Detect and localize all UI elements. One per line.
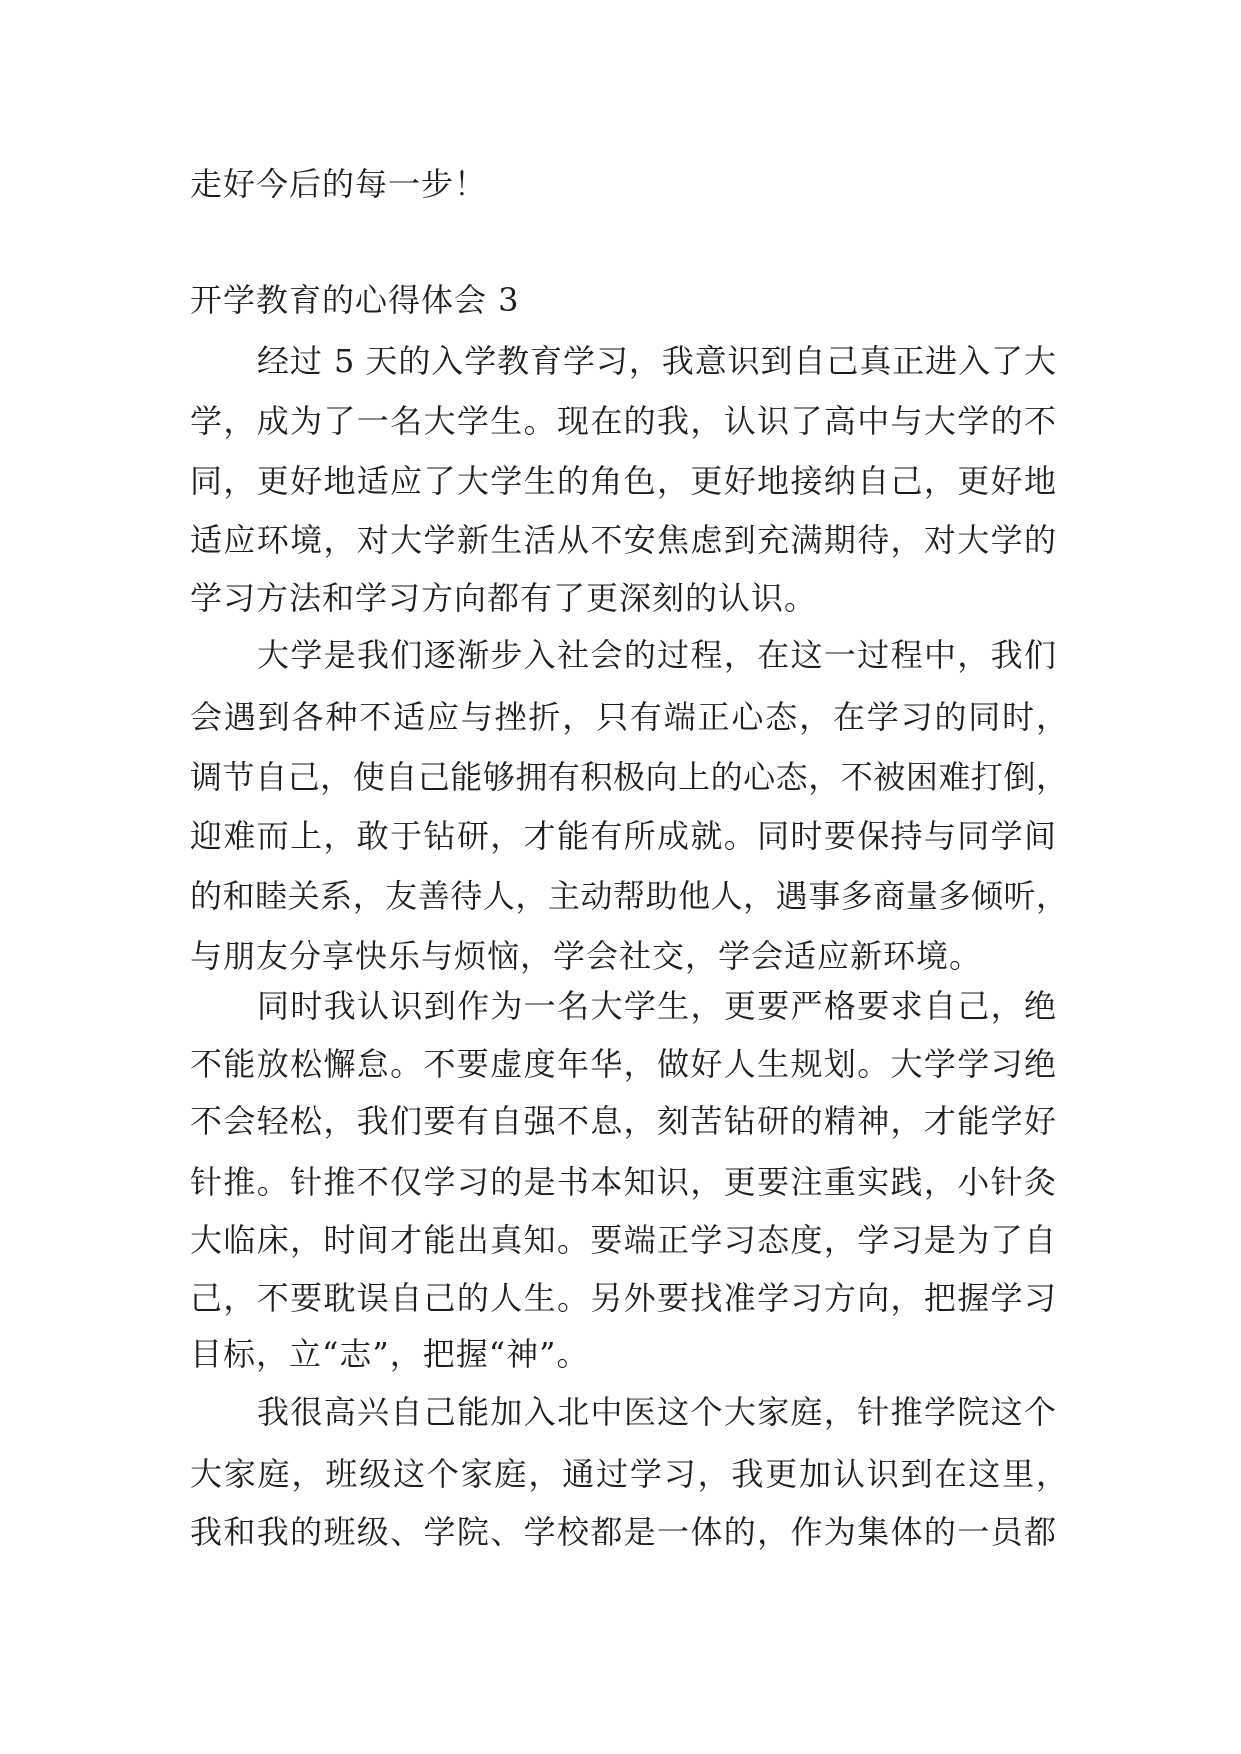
- paragraph-line: 我和我的班级、学院、学校都是一体的，作为集体的一员都: [190, 1513, 1056, 1551]
- paragraph-line: 我很高兴自己能加入北中医这个大家庭，针推学院这个: [257, 1393, 1056, 1431]
- paragraph-line: 适应环境，对大学新生活从不安焦虑到充满期待，对大学的: [190, 521, 1056, 559]
- paragraph-line: 不会轻松，我们要有自强不息，刻苦钻研的精神，才能学好: [190, 1102, 1056, 1140]
- paragraph-line: 学，成为了一名大学生。现在的我，认识了高中与大学的不: [190, 402, 1056, 440]
- paragraph-line: 针推。针推不仅学习的是书本知识，更要注重实践，小针灸: [190, 1163, 1056, 1201]
- paragraph-line: 同时我认识到作为一名大学生，更要严格要求自己，绝: [257, 987, 1056, 1025]
- paragraph-line: 大家庭，班级这个家庭，通过学习，我更加认识到在这里，: [190, 1455, 1068, 1493]
- paragraph-line: 经过 5 天的入学教育学习，我意识到自己真正进入了大: [257, 342, 1056, 380]
- paragraph-line: 己，不要耽误自己的人生。另外要找准学习方向，把握学习: [190, 1279, 1056, 1317]
- paragraph-line: 调节自己，使自己能够拥有积极向上的心态，不被困难打倒，: [190, 758, 1068, 796]
- section-title: 开学教育的心得体会 3: [190, 281, 520, 319]
- paragraph-line: 大学是我们逐渐步入社会的过程，在这一过程中，我们: [257, 636, 1056, 674]
- paragraph-line: 不能放松懈怠。不要虚度年华，做好人生规划。大学学习绝: [190, 1045, 1056, 1083]
- paragraph-line: 会遇到各种不适应与挫折，只有端正心态，在学习的同时，: [190, 698, 1068, 736]
- carryover-line: 走好今后的每一步！: [190, 165, 488, 203]
- paragraph-line: 的和睦关系，友善待人，主动帮助他人，遇事多商量多倾听，: [190, 877, 1068, 915]
- paragraph-line: 与朋友分享快乐与烦恼，学会社交，学会适应新环境。: [190, 937, 983, 975]
- paragraph-line: 学习方法和学习方向都有了更深刻的认识。: [190, 579, 818, 617]
- paragraph-line: 目标，立“志”，把握“神”。: [190, 1335, 590, 1373]
- paragraph-line: 迎难而上，敢于钻研，才能有所成就。同时要保持与同学间: [190, 817, 1056, 855]
- paragraph-line: 大临床，时间才能出真知。要端正学习态度，学习是为了自: [190, 1221, 1056, 1259]
- paragraph-line: 同，更好地适应了大学生的角色，更好地接纳自己，更好地: [190, 462, 1056, 500]
